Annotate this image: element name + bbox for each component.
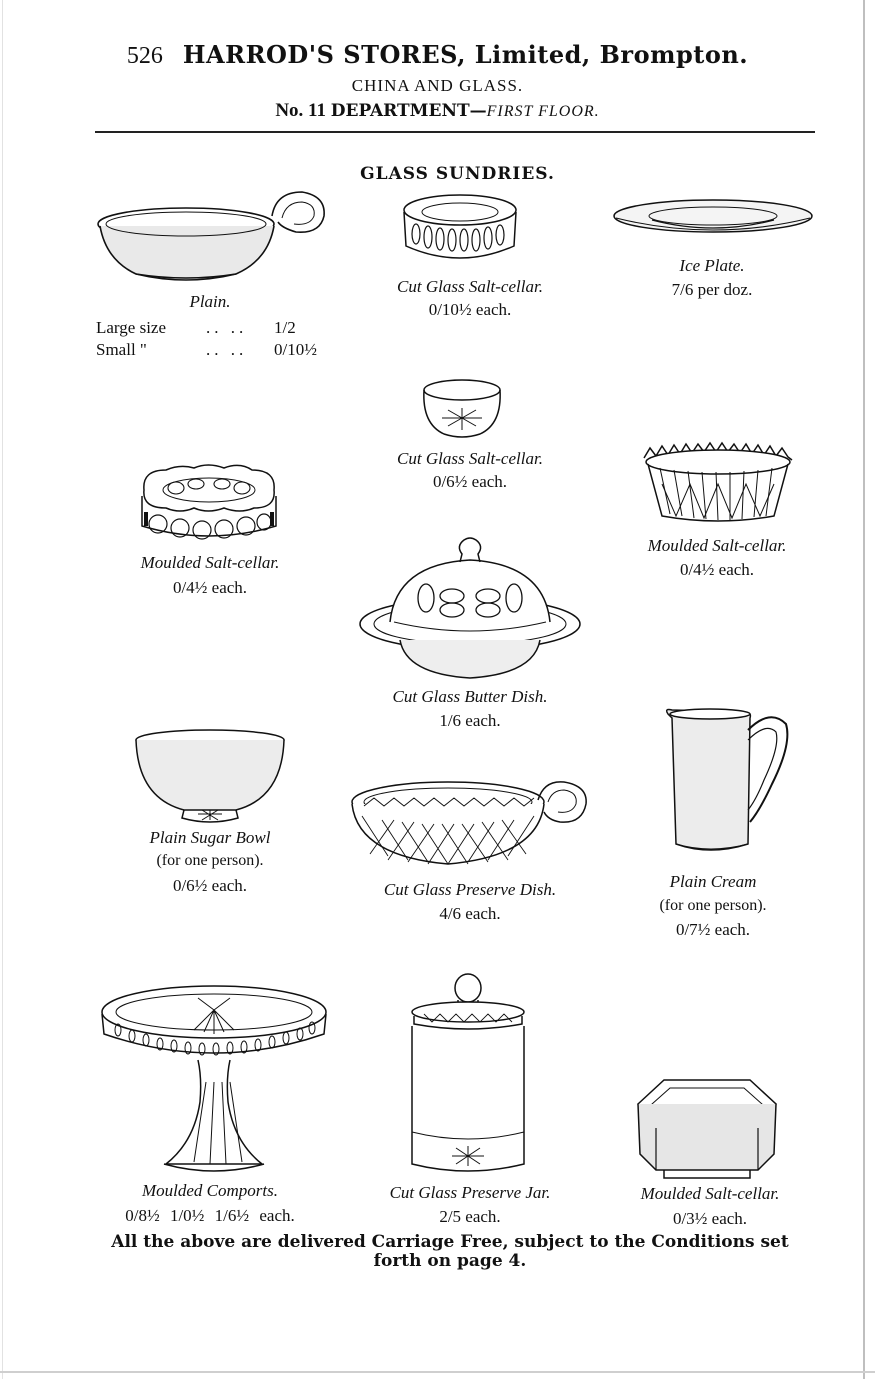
cream-jug-note: (for one person). (659, 897, 767, 914)
footer-line-2: forth on page 4. (373, 1251, 527, 1271)
sugar-bowl-illustration (132, 726, 288, 826)
cut-salt-cellar-small-illustration (420, 374, 504, 442)
ice-plate-price: 7/6 per doz. (671, 280, 753, 299)
comport-price: 0/8½ 1/0½ 1/6½ each. (125, 1206, 295, 1225)
cream-jug-price: 0/7½ each. (675, 920, 751, 939)
cream-jug-illustration (660, 704, 790, 858)
sugar-bowl-caption: Plain Sugar Bowl (149, 828, 271, 847)
category-title: CHINA AND GLASS. (351, 76, 524, 95)
sugar-bowl-note: (for one person). (156, 852, 264, 869)
cut-salt-cellar-small-price: 0/6½ each. (432, 472, 508, 491)
butter-dish-caption: Cut Glass Butter Dish. (392, 687, 548, 706)
moulded-salt-cellar-caption: Moulded Salt-cellar. (140, 553, 280, 572)
department-number: No. 11 (275, 100, 326, 121)
preserve-dish-illustration (348, 776, 594, 870)
size-label: Small " (96, 340, 147, 359)
header-rule (95, 131, 815, 133)
page-right-edge (863, 0, 865, 1379)
preserve-jar-caption: Cut Glass Preserve Jar. (389, 1183, 551, 1202)
floor-label: FIRST FLOOR. (486, 103, 600, 120)
footer-line-1: All the above are delivered Carriage Free, subject to the Conditions set (111, 1232, 789, 1252)
plain-dish-illustration (96, 188, 330, 288)
preserve-jar-price: 2/5 each. (439, 1207, 501, 1226)
preserve-jar-illustration (408, 972, 528, 1180)
hex-salt-cellar-caption: Moulded Salt-cellar. (640, 1184, 780, 1203)
ice-plate-caption: Ice Plate. (679, 256, 745, 275)
cut-salt-cellar-price: 0/10½ each. (428, 300, 512, 319)
preserve-dish-price: 4/6 each. (439, 904, 501, 923)
cream-jug-caption: Plain Cream (669, 872, 757, 891)
page-left-edge (2, 0, 3, 1379)
size-price: 1/2 (274, 318, 296, 337)
cut-salt-cellar-caption: Cut Glass Salt-cellar. (397, 277, 543, 296)
moulded-salt-cellar-right-price: 0/4½ each. (679, 560, 755, 579)
butter-dish-price: 1/6 each. (439, 711, 501, 730)
department-label: DEPARTMENT— (330, 101, 487, 121)
page-number: 526 (126, 43, 163, 69)
butter-dish-illustration (356, 536, 584, 682)
moulded-salt-cellar-right-illustration (640, 440, 796, 526)
leader-dots: .. .. (206, 318, 248, 337)
size-row-small (96, 340, 317, 362)
leader-dots: .. .. (206, 340, 248, 359)
preserve-dish-caption: Cut Glass Preserve Dish. (383, 880, 557, 899)
comport-illustration (98, 982, 330, 1178)
store-name: HARROD'S STORES, Limited, Brompton. (182, 40, 749, 69)
hex-salt-cellar-price: 0/3½ each. (672, 1209, 748, 1228)
size-label: Large size (96, 318, 167, 337)
moulded-salt-cellar-right-caption: Moulded Salt-cellar. (647, 536, 787, 555)
page-header (0, 40, 875, 70)
department-line (0, 100, 875, 122)
ice-plate-illustration (612, 196, 814, 242)
footer-note (70, 1233, 830, 1271)
section-title: GLASS SUNDRIES. (360, 164, 555, 184)
size-price: 0/10½ (274, 340, 317, 359)
moulded-salt-cellar-price: 0/4½ each. (172, 578, 248, 597)
comport-caption: Moulded Comports. (142, 1181, 278, 1200)
cut-salt-cellar-illustration (398, 190, 522, 266)
size-row-large (96, 318, 317, 340)
cut-salt-cellar-small-caption: Cut Glass Salt-cellar. (397, 449, 543, 468)
moulded-salt-cellar-illustration (136, 462, 282, 544)
sugar-bowl-price: 0/6½ each. (172, 876, 248, 895)
page-bottom-edge (0, 1371, 875, 1373)
plain-dish-caption: Plain. (189, 292, 231, 311)
hex-salt-cellar-illustration (634, 1074, 780, 1178)
plain-dish-sizes (96, 318, 317, 362)
